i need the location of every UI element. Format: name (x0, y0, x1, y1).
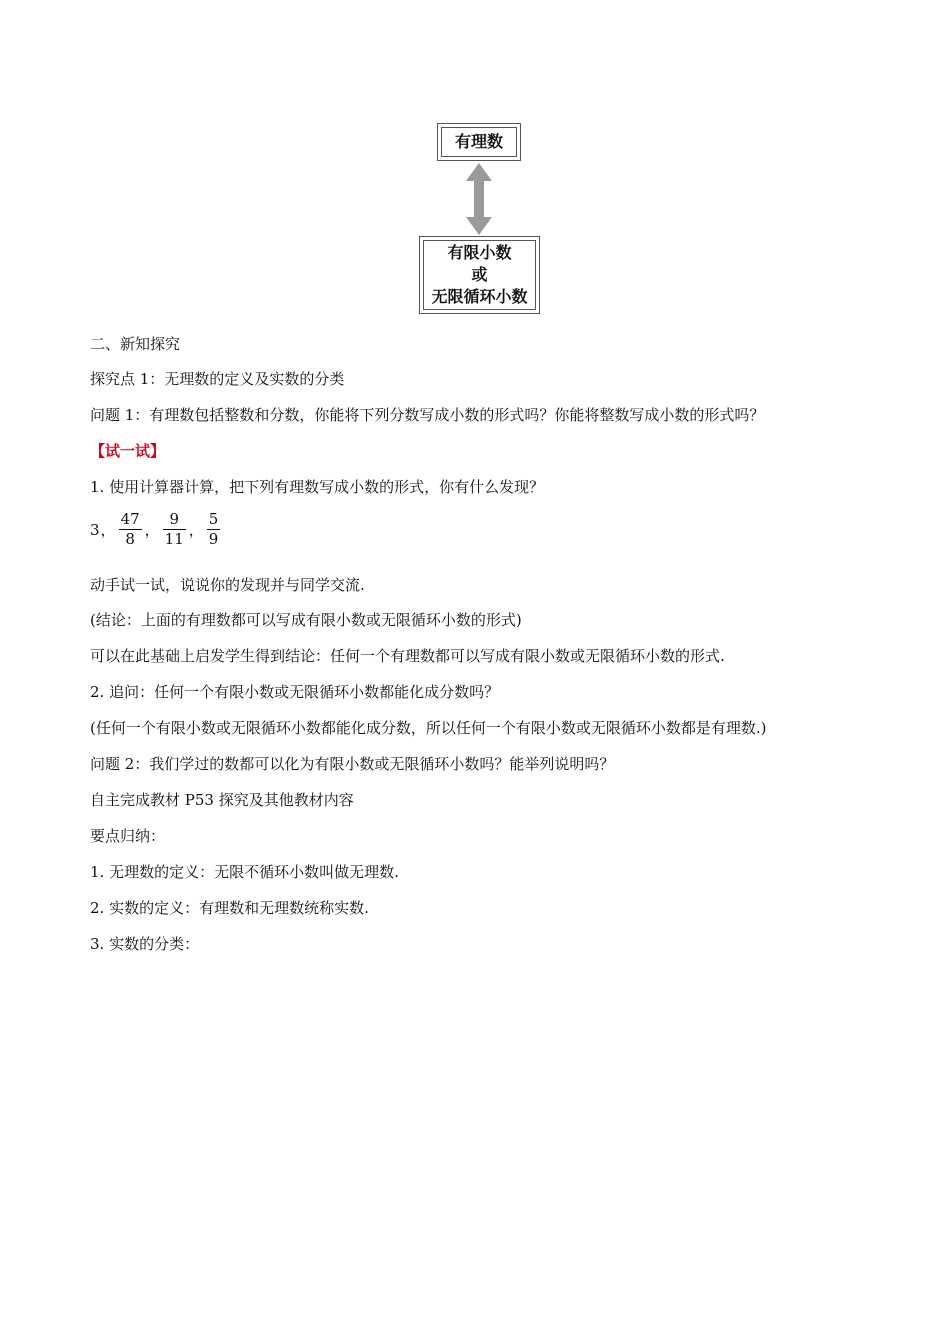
numerator: 5 (208, 510, 219, 528)
decimal-line-2: 或 (471, 265, 488, 284)
follow-up-answer: (任何一个有限小数或无限循环小数都能化成分数，所以任何一个有限小数或无限循环小数都是有理数.) (90, 719, 767, 737)
summary-heading: 要点归纳： (90, 827, 166, 845)
denominator: 8 (125, 530, 135, 548)
decimal-box (419, 236, 540, 314)
follow-up-question: 2. 追问：任何一个有限小数或无限循环小数都能化成分数吗？ (90, 683, 500, 701)
irrational-definition: 1. 无理数的定义：无限不循环小数叫做无理数. (90, 863, 399, 881)
discuss-line: 动手试一试，说说你的发现并与同学交流. (90, 576, 365, 594)
section-heading: 二、新知探究 (90, 335, 181, 353)
conclusion-line: (结论：上面的有理数都可以写成有限小数或无限循环小数的形式) (90, 611, 522, 629)
fraction (163, 510, 186, 549)
fraction (119, 510, 142, 549)
topic-heading: 探究点 1：无理数的定义及实数的分类 (90, 370, 345, 388)
self-study-line: 自主完成教材 P53 探究及其他教材内容 (90, 791, 354, 809)
numerator: 9 (169, 510, 179, 528)
denominator: 9 (208, 530, 219, 548)
denominator: 11 (164, 530, 184, 548)
number-list (90, 510, 222, 549)
separator: ， (188, 521, 204, 539)
integer-three: 3 (90, 520, 100, 539)
decimal-line-3: 无限循环小数 (431, 287, 528, 306)
double-arrow-icon (466, 163, 492, 235)
question-2: 问题 2：我们学过的数都可以化为有限小数或无限循环小数吗？能举列说明吗？ (90, 755, 615, 773)
numerator: 47 (120, 510, 140, 528)
fraction (207, 510, 221, 549)
try-it-label: 【试一试】 (90, 442, 166, 460)
rational-number-label: 有理数 (441, 127, 517, 157)
real-number-definition: 2. 实数的定义：有理数和无理数统称实数. (90, 899, 369, 917)
task-1: 1. 使用计算器计算，把下列有理数写成小数的形式，你有什么发现？ (90, 478, 545, 496)
decimal-line-1: 有限小数 (447, 243, 512, 262)
rational-number-box (437, 123, 521, 161)
question-1: 问题 1：有理数包括整数和分数，你能将下列分数写成小数的形式吗？你能将整数写成小数的形式吗？ (90, 406, 765, 424)
separator: ， (100, 521, 116, 539)
real-number-classification: 3. 实数的分类： (90, 935, 200, 953)
separator: ， (144, 521, 160, 539)
guidance-line: 可以在此基础上启发学生得到结论：任何一个有理数都可以写成有限小数或无限循环小数的形式. (90, 647, 725, 665)
